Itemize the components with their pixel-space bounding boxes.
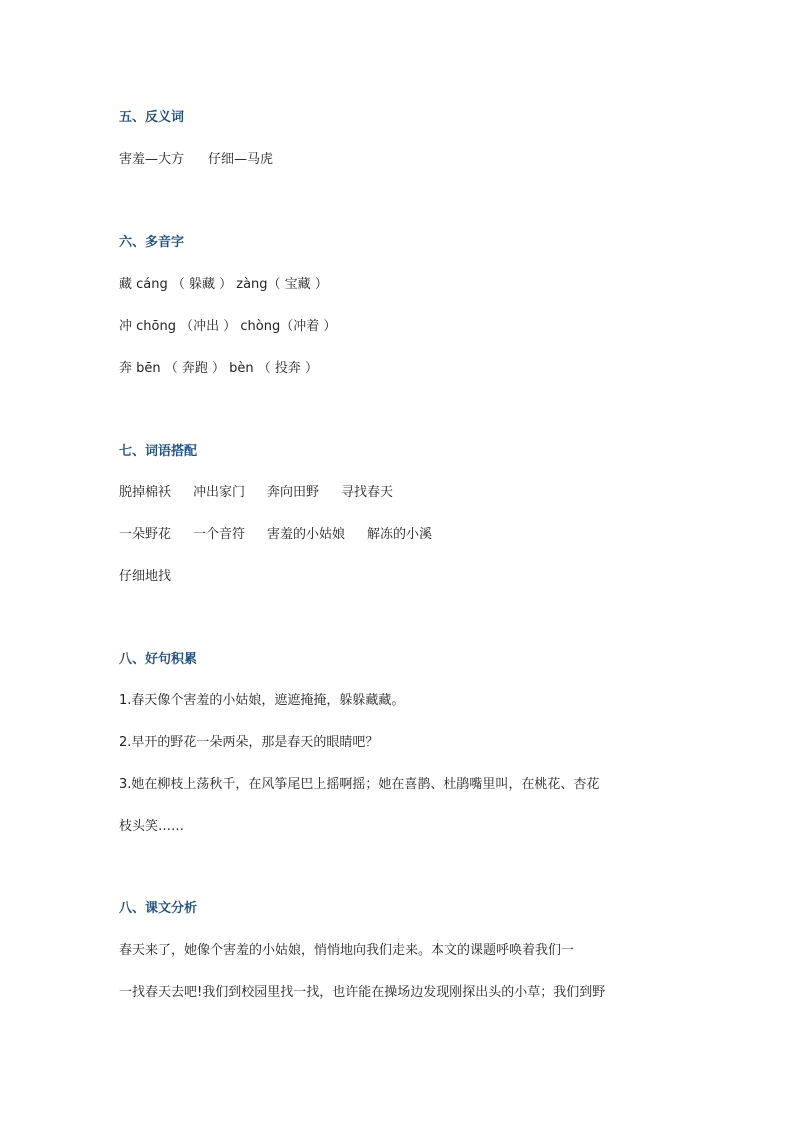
collocation-item: 一朵野花 xyxy=(119,527,172,542)
section-heading-antonyms: 五、反义词 xyxy=(119,110,185,125)
collocation-row xyxy=(119,568,171,586)
antonym-line xyxy=(119,151,273,169)
collocation-row xyxy=(119,484,393,502)
collocation-item: 解冻的小溪 xyxy=(367,527,433,542)
collocation-row xyxy=(119,526,432,544)
collocation-item: 害羞的小姑娘 xyxy=(267,527,346,542)
collocation-item: 脱掉棉袄 xyxy=(119,485,172,500)
antonym-pair: 害羞—大方 xyxy=(119,152,185,167)
polyphone-line: 奔 bēn （ 奔跑 ） bèn （ 投奔 ） xyxy=(119,361,319,376)
analysis-paragraph-line: 一找春天去吧!我们到校园里找一找，也许能在操场边发现刚探出头的小草；我们到野 xyxy=(119,985,606,1000)
collocation-item: 寻找春天 xyxy=(341,485,394,500)
collocation-item: 仔细地找 xyxy=(119,569,172,584)
section-heading-collocations: 七、词语搭配 xyxy=(119,444,198,459)
antonym-pair: 仔细—马虎 xyxy=(208,152,274,167)
polyphone-line: 冲 chōng （冲出 ） chòng（冲着 ） xyxy=(119,319,337,334)
collocation-item: 奔向田野 xyxy=(267,485,320,500)
section-heading-polyphones: 六、多音字 xyxy=(119,235,185,250)
analysis-paragraph-line: 春天来了，她像个害羞的小姑娘，悄悄地向我们走来。本文的课题呼唤着我们一 xyxy=(119,943,575,958)
sentence-line: 3.她在柳枝上荡秋千，在风筝尾巴上摇啊摇；她在喜鹊、杜鹃嘴里叫，在桃花、杏花 xyxy=(119,777,600,792)
sentence-line: 2.早开的野花一朵两朵，那是春天的眼睛吧？ xyxy=(119,735,379,750)
collocation-item: 冲出家门 xyxy=(193,485,246,500)
polyphone-line: 藏 cáng （ 躲藏 ） zàng（ 宝藏 ） xyxy=(119,277,328,292)
section-heading-good-sentences: 八、好句积累 xyxy=(119,652,198,667)
collocation-item: 一个音符 xyxy=(193,527,246,542)
sentence-line: 枝头笑…… xyxy=(119,819,185,834)
section-heading-text-analysis: 八、课文分析 xyxy=(119,901,198,916)
sentence-line: 1.春天像个害羞的小姑娘，遮遮掩掩，躲躲藏藏。 xyxy=(119,693,405,708)
